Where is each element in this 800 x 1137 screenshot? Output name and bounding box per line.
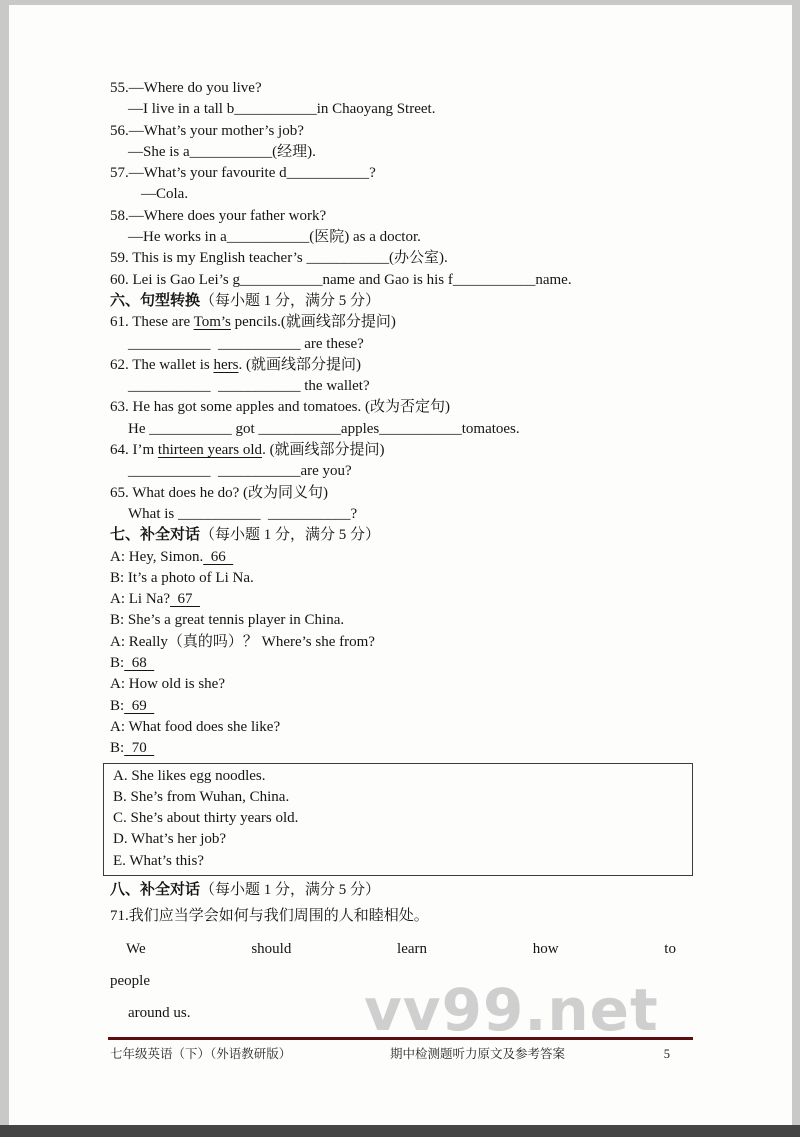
document-line: [110, 483, 690, 504]
text-run: . (就画线部分提问): [262, 442, 385, 459]
document-line: [110, 906, 690, 927]
text-run: 64. I’m: [110, 442, 158, 459]
text-run: A: How old is she?: [110, 676, 225, 693]
fill-word: to: [664, 940, 676, 957]
document-line: [110, 419, 690, 440]
option-line: D. What’s her job?: [113, 831, 227, 848]
document-line: [110, 163, 690, 184]
text-run: 71.我们应当学会如何与我们周围的人和睦相处。: [110, 908, 429, 925]
option-line: E. What’s this?: [113, 852, 204, 869]
option-line: C. She’s about thirty years old.: [113, 810, 299, 827]
text-run: 62. The wallet is: [110, 356, 214, 373]
watermark: vv99.net: [364, 976, 659, 1044]
option-line: A. She likes egg noodles.: [113, 767, 266, 784]
footer-rule: [108, 1037, 693, 1040]
document-line: [110, 291, 690, 312]
document-body: [110, 78, 690, 1024]
text-run: ___________ ___________are you?: [128, 463, 352, 480]
text-run: ___________ ___________ are these?: [128, 335, 364, 352]
document-line: [110, 632, 690, 653]
text-run: . (就画线部分提问): [238, 356, 361, 373]
footer-title: 期中检测题听力原文及参考答案: [390, 1047, 566, 1061]
document-line: [110, 227, 690, 248]
document-line: [110, 248, 690, 269]
text-run: （每小题 1 分，满分 5 分）: [200, 527, 381, 544]
fill-in-line: [110, 939, 690, 960]
text-run: people: [110, 972, 150, 989]
scan-edge-strip: [0, 1125, 800, 1137]
text-run: —He works in a___________(医院) as a doctor.: [128, 229, 421, 246]
footer-edition: 七年级英语（下）（外语教研版）: [110, 1047, 292, 1061]
text-run: A: What food does she like?: [110, 718, 281, 735]
document-line: [110, 142, 690, 163]
document-line: [110, 568, 690, 589]
underlined-text: 69: [124, 697, 155, 714]
text-run: B: It’s a photo of Li Na.: [110, 569, 254, 586]
underlined-text: 68: [124, 655, 155, 672]
document-line: [110, 78, 690, 99]
section-heading-text: 八、补全对话: [110, 881, 201, 898]
underlined-text: 70: [124, 740, 155, 757]
fill-word: We: [126, 940, 146, 957]
text-run: 60. Lei is Gao Lei’s g___________name and Gao is his f___________name.: [110, 271, 572, 288]
document-line: [110, 376, 690, 397]
text-run: 56.—What’s your mother’s job?: [110, 122, 304, 139]
document-line: [110, 184, 690, 205]
text-run: He ___________ got ___________apples___________tomatoes.: [128, 420, 520, 437]
option-line: B. She’s from Wuhan, China.: [113, 788, 290, 805]
document-line: [110, 653, 690, 674]
text-run: A: Hey, Simon.: [110, 548, 204, 565]
document-line: [110, 270, 690, 291]
answer-options-box: [103, 763, 693, 876]
underlined-text: thirteen years old: [157, 442, 263, 459]
text-run: B: She’s a great tennis player in China.: [110, 612, 345, 629]
text-run: ___________ ___________ the wallet?: [128, 378, 370, 395]
text-run: 59. This is my English teacher’s ___________(办公室).: [110, 250, 448, 267]
text-run: （每小题 1 分，满分 5 分）: [200, 292, 381, 309]
document-line: [110, 880, 690, 901]
underlined-text: hers: [213, 356, 239, 373]
text-run: 55.—Where do you live?: [110, 80, 262, 96]
text-run: 58.—Where does your father work?: [110, 207, 327, 224]
underlined-text: Tom’s: [193, 314, 231, 331]
document-line: [110, 547, 690, 568]
document-line: [110, 717, 690, 738]
text-run: —She is a___________(经理).: [128, 143, 316, 160]
text-run: B:: [110, 697, 125, 714]
underlined-text: 67: [169, 591, 200, 608]
document-line: [110, 312, 690, 333]
text-run: B:: [110, 655, 125, 672]
fill-word: how: [532, 940, 559, 957]
document-line: [110, 440, 690, 461]
text-run: A: Really（真的吗）？ Where’s she from?: [110, 633, 375, 650]
document-line: [110, 121, 690, 142]
text-run: around us.: [128, 1005, 191, 1022]
text-run: A: Li Na?: [110, 591, 170, 608]
document-line: [110, 674, 690, 695]
document-line: [110, 99, 690, 120]
document-line: [110, 971, 690, 992]
text-run: pencils.(就画线部分提问): [230, 314, 396, 331]
document-line: [110, 504, 690, 525]
fill-word: should: [251, 940, 292, 957]
document-line: [110, 610, 690, 631]
page-footer: [110, 1044, 690, 1062]
document-line: [110, 525, 690, 546]
document-line: [110, 461, 690, 482]
document-line: [110, 206, 690, 227]
underlined-text: 66: [203, 548, 234, 565]
text-run: 57.—What’s your favourite d___________?: [110, 165, 376, 182]
document-line: [110, 1003, 690, 1024]
section-heading-text: 六、句型转换: [110, 292, 201, 309]
document-line: [110, 696, 690, 717]
text-run: B:: [110, 740, 125, 757]
text-run: 63. He has got some apples and tomatoes. (改为否定句): [110, 399, 450, 416]
footer-page-number: 5: [663, 1047, 670, 1061]
text-run: —Cola.: [141, 186, 189, 203]
text-run: —I live in a tall b___________in Chaoyang Street.: [128, 101, 436, 118]
text-run: 65. What does he do? (改为同义句): [110, 484, 329, 501]
document-line: [110, 355, 690, 376]
document-line: [110, 334, 690, 355]
text-run: 61. These are: [110, 314, 194, 331]
document-line: [110, 738, 690, 759]
section-heading-text: 七、补全对话: [110, 527, 201, 544]
document-line: [110, 589, 690, 610]
text-run: What is ___________ ___________?: [128, 505, 358, 522]
document-line: [110, 397, 690, 418]
fill-word: learn: [397, 940, 428, 957]
text-run: （每小题 1 分，满分 5 分）: [200, 881, 381, 898]
